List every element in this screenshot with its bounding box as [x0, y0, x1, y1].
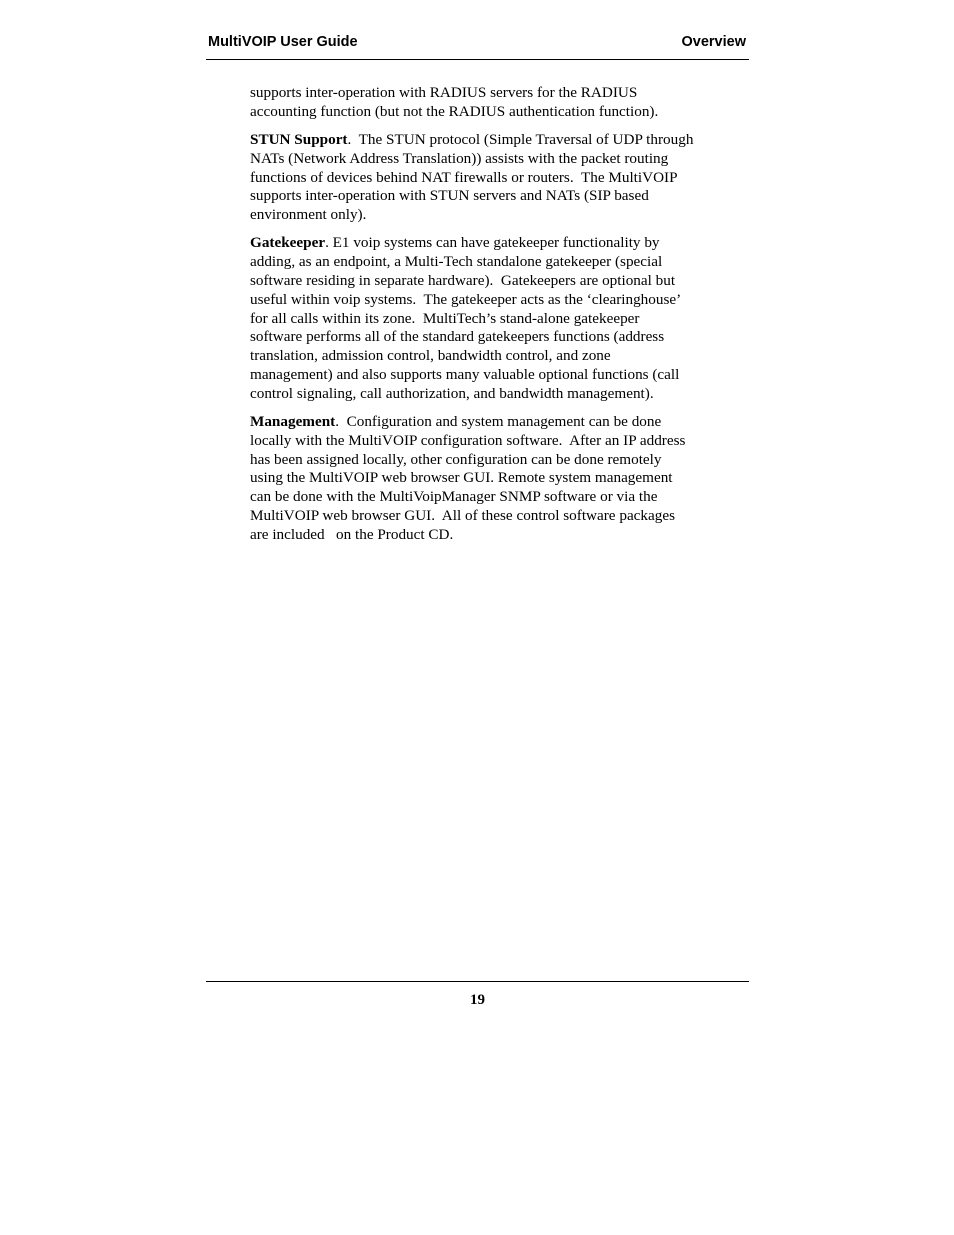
- paragraph-radius: [250, 84, 750, 122]
- paragraph-heading: STUN Support: [250, 130, 348, 148]
- text-line: using the MultiVOIP web browser GUI. Remote system management: [250, 469, 673, 487]
- page-number: 19: [470, 992, 485, 1008]
- page-header: [206, 32, 748, 54]
- text-line: translation, admission control, bandwidth control, and zone: [250, 347, 611, 365]
- text-line: software performs all of the standard gatekeepers functions (address: [250, 328, 665, 346]
- text-run: . E1 voip systems can have gatekeeper functionality by: [325, 234, 660, 252]
- text-run: . The STUN protocol (Simple Traversal of UDP through: [347, 130, 694, 148]
- text-line: for all calls within its zone. MultiTech’s stand-alone gatekeeper: [250, 309, 640, 327]
- text-line: adding, as an endpoint, a Multi-Tech standalone gatekeeper (special: [250, 253, 663, 271]
- header-rule: [206, 59, 749, 60]
- text-line: MultiVOIP web browser GUI. All of these control software packages: [250, 506, 676, 524]
- text-line: functions of devices behind NAT firewalls or routers. The MultiVOIP: [250, 168, 678, 186]
- text-line: has been assigned locally, other configuration can be done remotely: [250, 450, 662, 468]
- text-line: are included on the Product CD.: [250, 525, 454, 543]
- text-line: locally with the MultiVOIP configuration software. After an IP address: [250, 431, 686, 449]
- text-line: software residing in separate hardware). Gatekeepers are optional but: [250, 271, 676, 289]
- text-line: management) and also supports many valuable optional functions (call: [250, 365, 680, 383]
- text-run: . Configuration and system management can be done: [335, 412, 662, 430]
- footer-rule: [206, 981, 749, 982]
- paragraph-heading: Gatekeeper: [250, 234, 326, 252]
- text-line: supports inter-operation with STUN servers and NATs (SIP based: [250, 187, 649, 205]
- paragraph-stun-support: [250, 131, 750, 225]
- header-section-title: Overview: [681, 34, 746, 50]
- text-line: accounting function (but not the RADIUS authentication function).: [250, 102, 659, 120]
- header-document-title: MultiVOIP User Guide: [208, 34, 358, 50]
- text-line: NATs (Network Address Translation)) assists with the packet routing: [250, 149, 669, 167]
- text-line: control signaling, call authorization, and bandwidth management).: [250, 384, 654, 402]
- text-line: supports inter-operation with RADIUS servers for the RADIUS: [250, 84, 638, 101]
- text-line: [250, 131, 750, 150]
- text-line: useful within voip systems. The gatekeeper acts as the ‘clearinghouse’: [250, 290, 682, 308]
- paragraph-gatekeeper: [250, 234, 750, 403]
- text-line: [250, 413, 750, 432]
- paragraph-management: [250, 413, 750, 545]
- text-line: can be done with the MultiVoipManager SNMP software or via the: [250, 488, 658, 506]
- body-text: [250, 84, 750, 554]
- text-line: environment only).: [250, 206, 367, 224]
- text-line: [250, 234, 750, 253]
- paragraph-heading: Management: [250, 412, 336, 430]
